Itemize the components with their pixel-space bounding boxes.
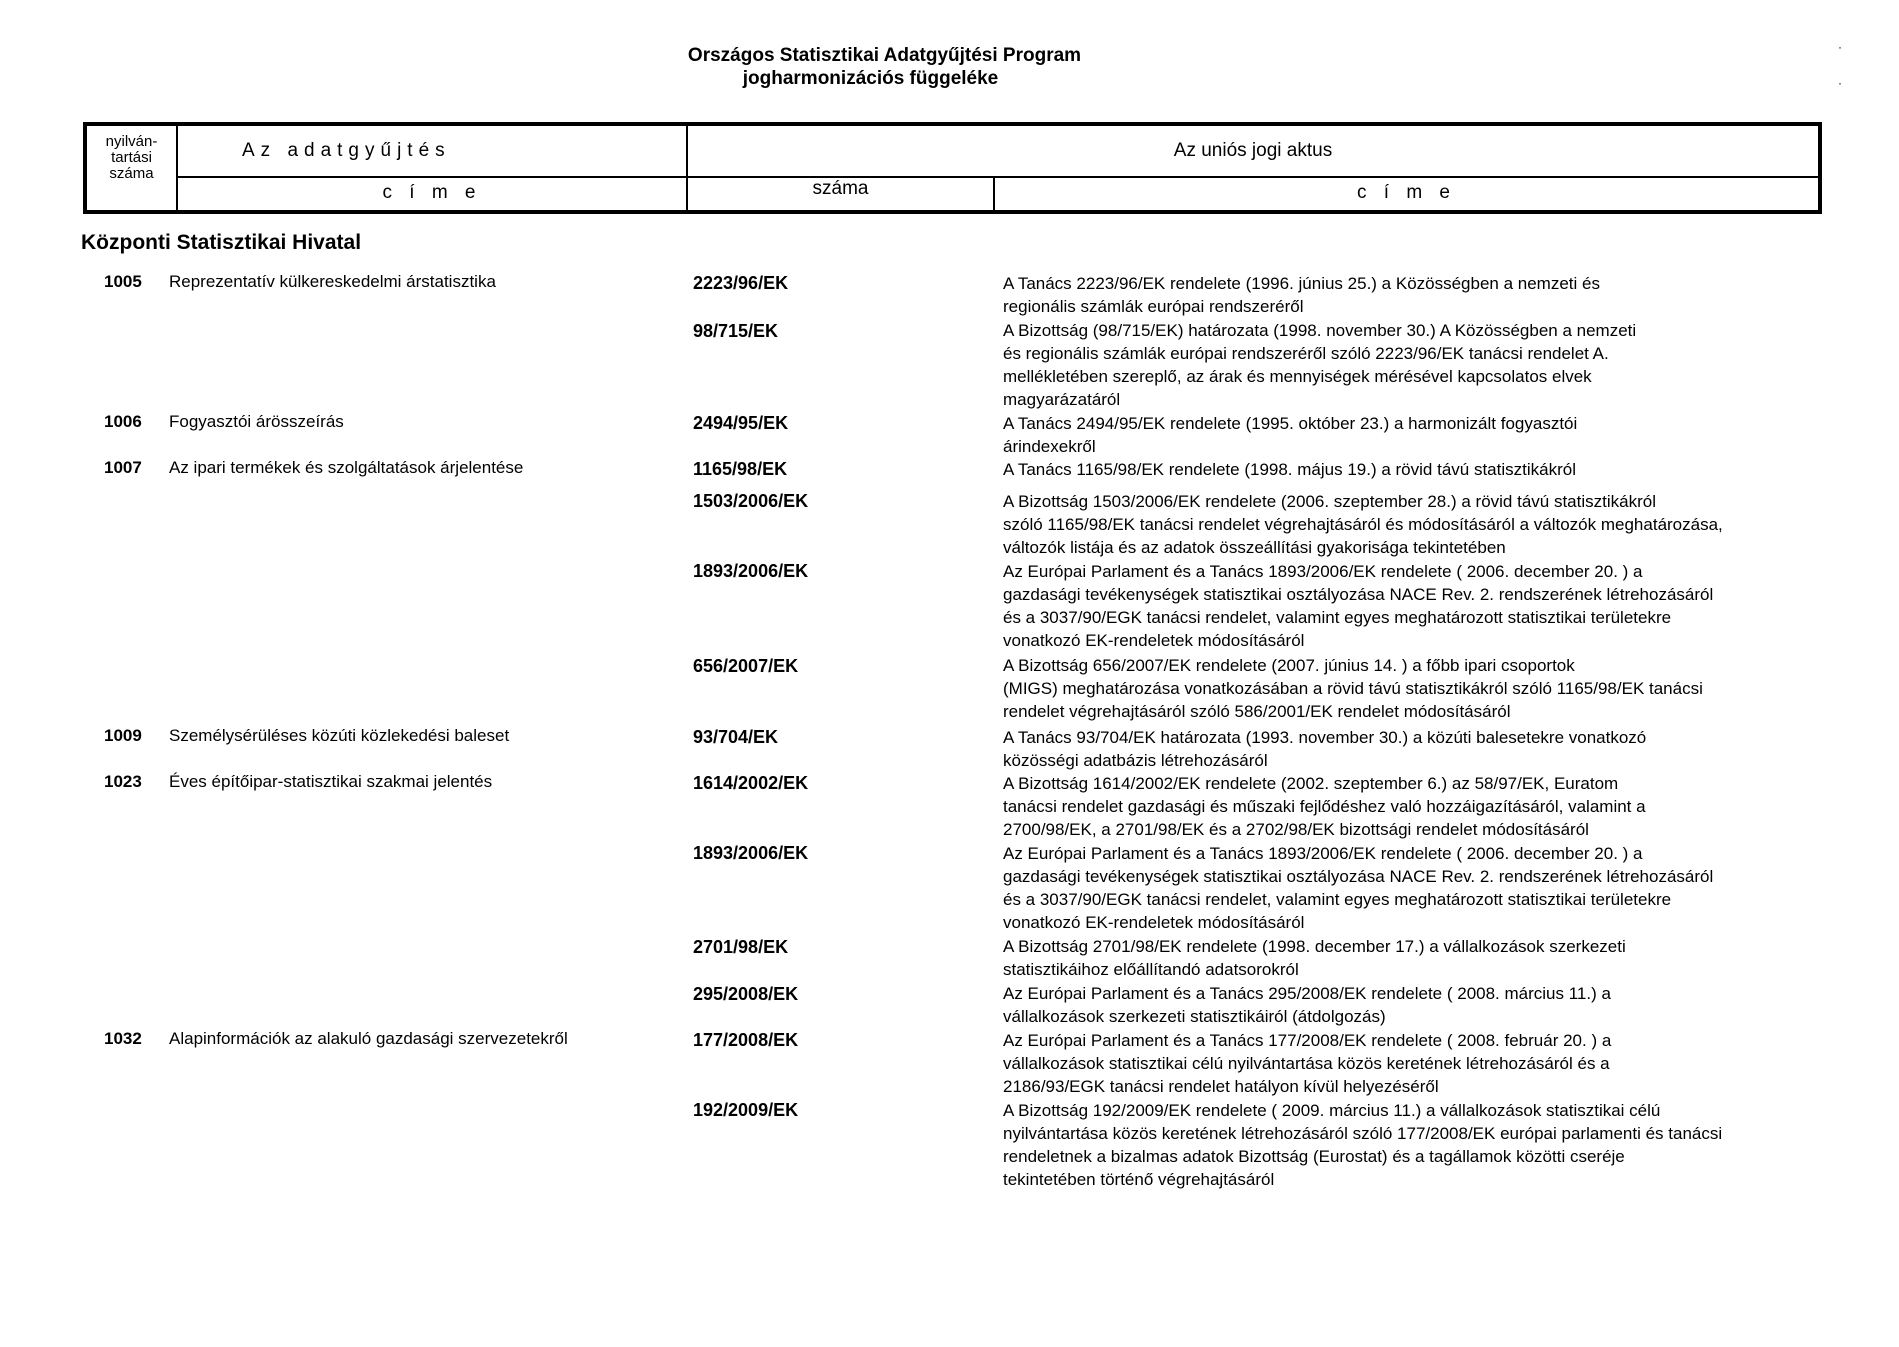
record-title: Reprezentatív külkereskedelmi árstatisztika [169,272,496,291]
act-number: 93/704/EK [693,727,779,747]
header-collection-title: c í m e [382,182,482,203]
act-title: A Tanács 93/704/EK határozata (1993. november 30.) a közúti balesetekre vonatkozó közösségi adatbázis létrehozásáról [1003,728,1647,770]
column-header-table [83,122,1822,214]
divider [176,176,1818,178]
act-number: 2494/95/EK [693,413,789,433]
act-title: A Bizottság (98/715/EK) határozata (1998. november 30.) A Közösségben a nemzeti és regionális számlák európai rendszeréről szóló 2223/96/EK tanácsi rendelet A. mellékletében szereplő, az árak és mennyiségek mérésével kapcsolatos elvek magyarázatáról [1003,321,1637,409]
act-number: 1893/2006/EK [693,561,809,581]
record-title: Alapinformációk az alakuló gazdasági szervezetekről [169,1029,568,1048]
record-id: 1023 [104,772,142,791]
act-title: Az Európai Parlament és a Tanács 1893/2006/EK rendelete ( 2006. december 20. ) a gazdasági tevékenységek statisztikai osztályozása NACE Rev. 2. rendszerének létrehozásáról és a 3037/90/EGK tanácsi rendelet, valamint egyes meghatározott statisztikai területekre vonatkozó EK-rendeletek módosításáról [1003,844,1714,932]
act-title: A Tanács 1165/98/EK rendelete (1998. május 19.) a rövid távú statisztikákról [1003,460,1576,479]
act-number: 1614/2002/EK [693,773,809,793]
margin-mark: · [1838,76,1842,90]
act-number: 656/2007/EK [693,656,799,676]
record-id: 1009 [104,726,142,745]
act-number: 295/2008/EK [693,984,799,1004]
act-number: 1165/98/EK [693,459,788,479]
act-number: 177/2008/EK [693,1030,799,1050]
act-number: 192/2009/EK [693,1100,799,1120]
act-number: 1893/2006/EK [693,843,809,863]
document-title [0,44,1899,90]
record-id: 1006 [104,412,142,431]
record-title: Az ipari termékek és szolgáltatások árjelentése [169,458,524,477]
act-number: 98/715/EK [693,321,779,341]
act-title: A Bizottság 192/2009/EK rendelete ( 2009. március 11.) a vállalkozások statisztikai célú nyilvántartása közös keretének létrehozásáról szóló 177/2008/EK európai parlamenti és tanácsi rendeletnek a bizalmas adatok Bizottság (Eurostat) és a tagállamok közötti cseréje tekintetében történő végrehajtásáról [1003,1101,1723,1189]
act-title: A Tanács 2494/95/EK rendelete (1995. október 23.) a harmonizált fogyasztói árindexekről [1003,414,1578,456]
act-title: A Bizottság 1503/2006/EK rendelete (2006. szeptember 28.) a rövid távú statisztikákról szóló 1165/98/EK tanácsi rendelet végrehajtásáról és módosításáról a változók meghatározása, változók listája és az adatok összeállítási gyakorisága tekintetében [1003,492,1723,557]
act-title: Az Európai Parlament és a Tanács 177/2008/EK rendelete ( 2008. február 20. ) a vállalkozások statisztikai célú nyilvántartása közös keretének létrehozásáról és a 2186/93/EGK tanácsi rendelet hatályon kívül helyezéséről [1003,1031,1612,1096]
record-id: 1005 [104,272,142,291]
record-title: Személysérüléses közúti közlekedési baleset [169,726,510,745]
act-title: A Bizottság 2701/98/EK rendelete (1998. december 17.) a vállalkozások szerkezeti statisztikáihoz előállítandó adatsorokról [1003,937,1626,979]
act-title: A Bizottság 1614/2002/EK rendelete (2002. szeptember 6.) az 58/97/EK, Euratom tanácsi rendelet gazdasági és műszaki fejlődéshez való hozzáigazításáról, valamint a 2700/98/EK, a 2701/98/EK és a 2702/98/EK bizottsági rendelet módosításáról [1003,774,1646,839]
header-eu-act: Az uniós jogi aktus [1173,140,1333,161]
record-title: Éves építőipar-statisztikai szakmai jelentés [169,772,493,791]
header-reg-number: nyilván- tartási száma [105,133,158,182]
act-title: Az Európai Parlament és a Tanács 295/2008/EK rendelete ( 2008. március 11.) a vállalkozások szerkezeti statisztikáiról (átdolgozás) [1003,984,1611,1026]
act-number: 2223/96/EK [693,273,789,293]
act-title: A Tanács 2223/96/EK rendelete (1996. június 25.) a Közösségben a nemzeti és regionális számlák európai rendszeréről [1003,274,1600,316]
margin-mark: · [1838,40,1842,54]
header-act-title: c í m e [1356,182,1456,203]
act-title: Az Európai Parlament és a Tanács 1893/2006/EK rendelete ( 2006. december 20. ) a gazdasági tevékenységek statisztikai osztályozása NACE Rev. 2. rendszerének létrehozásáról és a 3037/90/EGK tanácsi rendelet, valamint egyes meghatározott statisztikai területekre vonatkozó EK-rendeletek módosításáról [1003,562,1714,650]
act-number: 2701/98/EK [693,937,789,957]
header-act-number: száma [812,178,869,199]
document-title-line2: jogharmonizációs függeléke [742,68,999,89]
record-id: 1007 [104,458,142,477]
document-title-line1: Országos Statisztikai Adatgyűjtési Program [687,45,1082,66]
act-title: A Bizottság 656/2007/EK rendelete (2007. június 14. ) a főbb ipari csoportok (MIGS) meghatározása vonatkozásában a rövid távú statisztikákról szóló 1165/98/EK tanácsi rendelet végrehajtásáról szóló 586/2001/EK rendelet módosításáról [1003,656,1703,721]
act-number: 1503/2006/EK [693,491,809,511]
header-data-collection: Az adatgyűjtés [242,140,451,161]
record-id: 1032 [104,1029,142,1048]
record-title: Fogyasztói árösszeírás [169,412,344,431]
section-title: Központi Statisztikai Hivatal [81,231,362,254]
